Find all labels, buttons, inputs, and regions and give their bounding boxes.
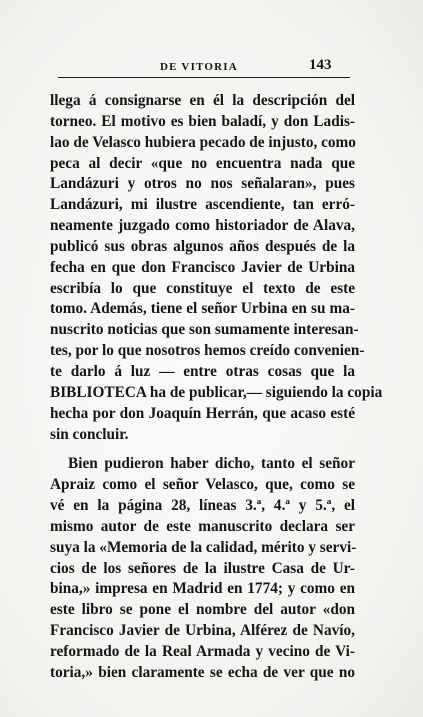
body-text <box>50 91 383 684</box>
text-line: torneo. El motivo es bien baladí, y don Ladis- <box>50 112 355 130</box>
text-line: llega á consignarse en él la descripción del <box>50 92 355 109</box>
text-line: bina,» impresa en Madrid en 1774; y como en <box>50 580 355 598</box>
text-line: te darlo á luz — entre otras cosas que la <box>50 362 355 380</box>
text-line: toria,» bien claramente se echa de ver que no <box>50 663 355 681</box>
text-line: sin concluir. <box>50 425 129 443</box>
text-line: suya la «Memoria de la calidad, mérito y servi- <box>50 538 357 556</box>
text-line: BIBLIOTECA ha de publicar,— siguiendo la copia <box>50 383 383 401</box>
text-line: neamente juzgado como historiador de Alava, <box>50 217 355 235</box>
text-line: Francisco Javier de Urbina, Alférez de Navío, <box>50 622 355 640</box>
paragraph-2 <box>50 454 355 683</box>
text-line: escribía lo que constituye el texto de este <box>50 279 355 297</box>
text-line: vé en la página 28, líneas 3.ª, 4.ª y 5.ª, el <box>50 497 355 515</box>
text-line: hecha por don Joaquín Herrán, que acaso esté <box>50 404 355 422</box>
text-line: nuscrito noticias que son sumamente interesan- <box>50 321 359 339</box>
header-rule <box>58 77 350 78</box>
text-line: Landázuri y otros no nos señalaran», pues <box>50 175 355 193</box>
text-line: mismo autor de este manuscrito declara ser <box>50 517 355 535</box>
text-line: Bien pudieron haber dicho, tanto el señor <box>68 455 355 473</box>
text-line: fecha en que don Francisco Javier de Urbina <box>50 258 355 276</box>
text-line: Landázuri, mi ilustre ascendiente, tan erró- <box>50 196 355 214</box>
text-line: cios de los señores de la ilustre Casa de Ur- <box>50 559 355 577</box>
text-line: peca al decir «que no encuentra nada que <box>50 154 355 172</box>
text-line: este libro se pone el nombre del autor «don <box>50 601 355 619</box>
paragraph-gap <box>50 445 355 454</box>
text-line: reformado de la Real Armada y vecino de Vi- <box>50 642 355 660</box>
paragraph-1 <box>50 91 383 445</box>
page-number: 143 <box>309 57 332 73</box>
text-line: lao de Velasco hubiera pecado de injusto, como <box>50 133 356 151</box>
text-line: publicó sus obras algunos años después de la <box>50 237 355 255</box>
running-title: DE VITORIA <box>160 61 238 73</box>
text-line: tes, por lo que nosotros hemos creído convenien- <box>50 342 365 360</box>
text-line: tomo. Además, tiene el señor Urbina en su ma- <box>50 300 355 318</box>
text-line: Apraiz como el señor Velasco, que, como se <box>50 476 355 494</box>
